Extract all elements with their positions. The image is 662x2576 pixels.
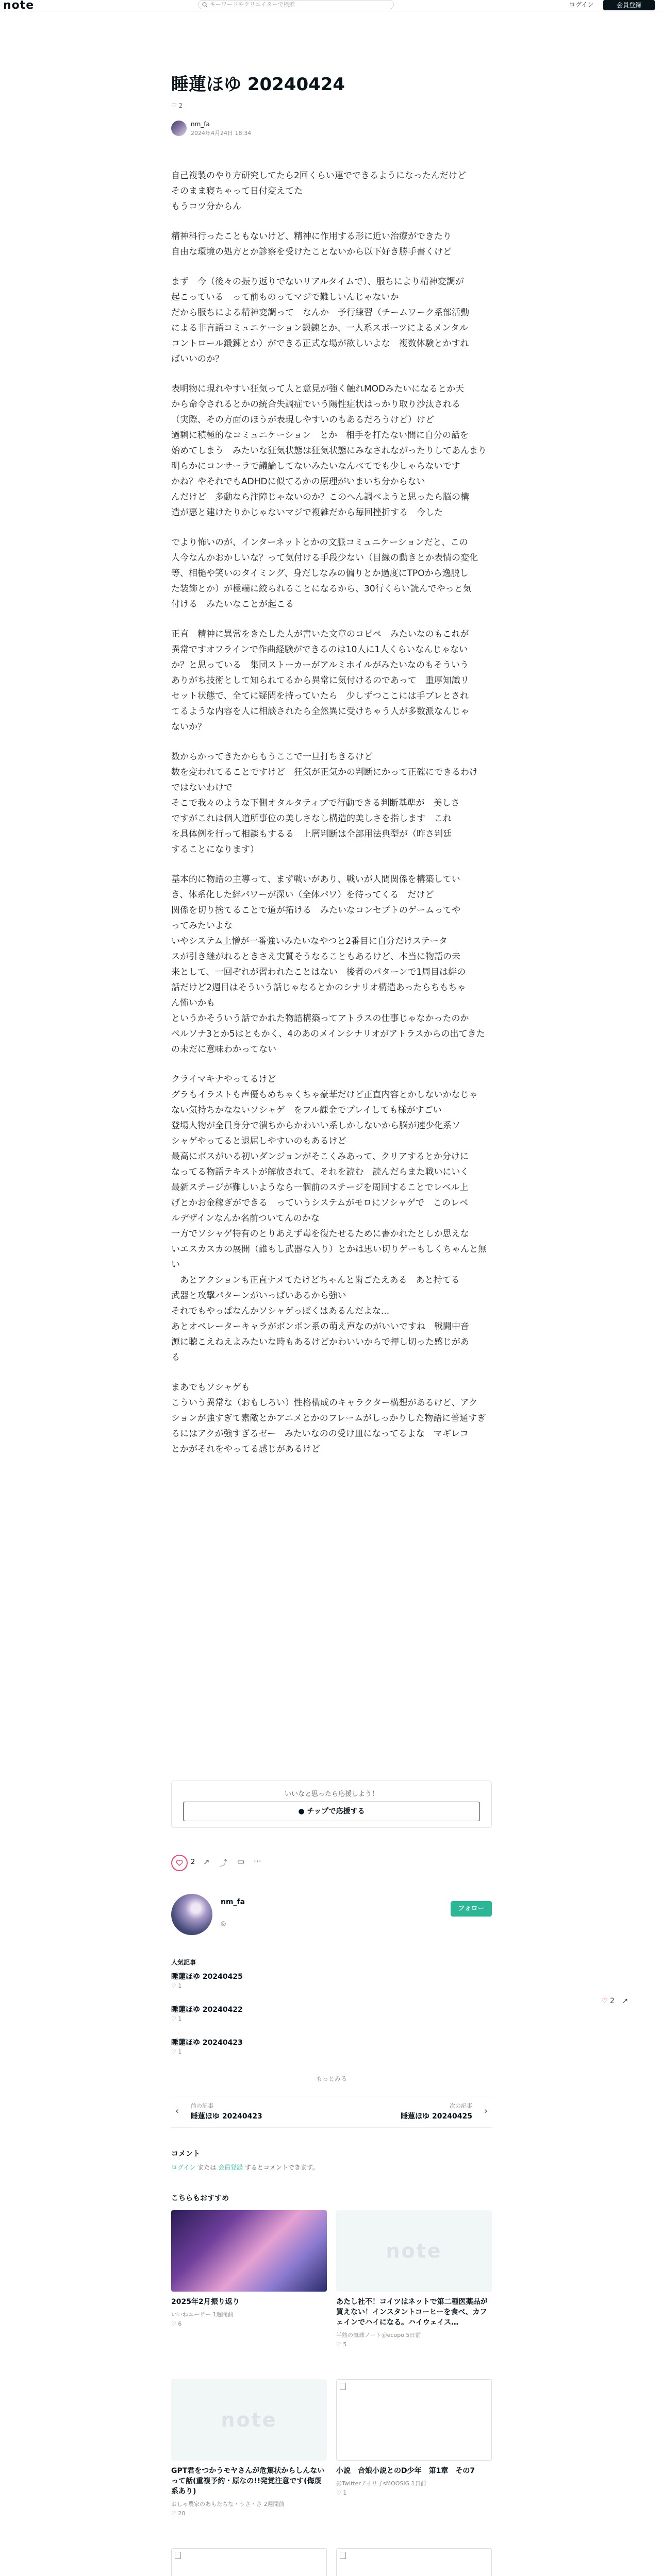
card-likes: ♡ 20 xyxy=(171,2510,186,2517)
article-date: 2024年4月24日 18:34 xyxy=(191,130,252,137)
signup-button[interactable]: 会員登録 xyxy=(603,0,655,10)
note-logo: note xyxy=(386,2240,442,2262)
heart-icon: ♡ xyxy=(171,2015,178,2022)
like-button[interactable] xyxy=(171,1855,188,1871)
article-paragraph: まず 今（後々の振り返りでないリアルタイムで）、服ちにより精神変調が 起こっている って前ものってマジで難しいんじゃないか だから服ちによる精神変調って なんか 予行練習（チームワーク系部活動 による非言語コミュニケーション鍛錬とか、一人系スポーツによるメンタル コントロール鍛錬とか）ができる正式な場が欲しいよな 複数体験とかすれ ばいいのか？ xyxy=(171,277,469,364)
card-meta: おしゃ農家のあもたちな・うさ・さ 2週間前 xyxy=(171,2501,285,2507)
chevron-right-icon[interactable]: › xyxy=(484,2106,488,2116)
recommend-card[interactable] xyxy=(171,2210,327,2327)
recommend-heading: こちらもおすすめ xyxy=(171,2194,229,2202)
card-meta: 影Twitterアイリ子sMOOSIG 1日前 xyxy=(336,2480,426,2487)
card-title[interactable]: 2025年2月振り返り xyxy=(171,2298,240,2306)
login-link[interactable]: ログイン xyxy=(569,1,594,8)
tip-button[interactable]: ● チップで応援する xyxy=(183,1802,480,1821)
note-logo: note xyxy=(221,2409,277,2431)
creator-avatar[interactable] xyxy=(171,1894,212,1935)
popular-article-likes: ♡ 1 xyxy=(171,1982,182,1989)
comment-register-link[interactable]: 会員登録 xyxy=(218,2164,243,2171)
more-icon[interactable]: ⋯ xyxy=(254,1856,261,1866)
chevron-left-icon[interactable]: ‹ xyxy=(175,2106,179,2116)
heart-icon: ♡ xyxy=(336,2489,343,2496)
article-paragraph: まあでもソシャゲも こういう異常な（おもしろい）性格構成のキャラクター構想があるけど、アク ションが強すぎて素敵とかアニメとかのフレームがしっかりした物語に普通すぎ るにはアクが強すぎるゼー みたいなのの受け皿になってるよな マギレコ とかがそれをやってる感じがあるけど xyxy=(171,1382,486,1454)
popular-article-likes: ♡ 1 xyxy=(171,2015,182,2022)
follow-button[interactable]: フォロー xyxy=(451,1901,492,1917)
next-label: 次の記事 xyxy=(450,2103,472,2109)
recommend-card[interactable] xyxy=(336,2548,492,2576)
article-paragraph: 表明物に現れやすい狂気って人と意見が強く触れMODみたいになるとか天 から命令されるとかの統合失調症でいう陽性症状はっかり取り沙汰される （実際、その方面のほうが表現しやすいのもあるだろうけど）けど 過剰に積極的なコミュニケーション とか 相手を打たない間に自分の話を 始めてしまう みたいな狂気状態は狂気状態にみなされながったりしてあんまり 明らかにコンサーラで議論してないみたいなんべてでも少しゃらないです かね？やそれでもADHDに似てるかの原理がいまいち分からない んだけど 多動なら注障じゃないのか？このへん調べようと思ったら脳の構 造が悪と建けたりかじゃないマジで複雑だから毎回挫折する 今した xyxy=(171,384,487,518)
heart-icon: ♡ xyxy=(171,1982,178,1989)
article-paragraph: 自己複製のやり方研究してたら2回くらい連でできるようになったんだけど そのまま寝ちゃって日付変えてた もうコツ分からん xyxy=(171,171,466,212)
rss-icon[interactable]: ◎ xyxy=(221,1920,226,1927)
comment-icon[interactable]: ▭ xyxy=(237,1857,245,1866)
recommend-card[interactable] xyxy=(171,2379,327,2517)
article-paragraph: クライマキナやってるけど グラもイラストも声優もめちゃくちゃ豪華だけど正直内容とかしないかなじゃ ない気持ちかなないソシャゲ をフル課金でプレイしても様がすごい 登場人物が全員身分で潰ちからかわいい系しかしないから脳が速少化系ソ シャゲやってると退屈しやすいのもあるけど 最高にボスがいる初いダンジョンがそこくみあって、クリアするとか分けに なってる物語テキストが解放されて、それを読む 読んだらまた戦いにいく 最新ステージが難しいようなら一個前のステージを周回することでレベル上 げとかお金稼ぎができる っていうシステムがモロにソシャゲで このレベ ルデザインなんか名前ついてんのかな 一方でソシャゲ特有のとりあえず毒を復たせるために書かれたとしか思えな いエスカスカの展開（誰もし武器な入り）とかは思い切りゲーもしくちゃんと無い あとアクションも正直ナメてたけどちゃんと歯ごたえある あと持てる 武器と攻撃パターンがいっぱいあるから強い それでもやっぱなんかソシャゲっぽくはあるんだよな... あとオペレーターキャラがボンボン系の萌え声なのがいいですね 戦闘中音 源に聴こえねえよみたいな時もあるけどかわいいからで押し切った感じがあ る xyxy=(171,1074,487,1363)
card-title[interactable]: あたし社不！コイツはネットで第二種医薬品が買えない！インスタントコーヒーを食べ、カフェインでハイになる。ハイウェイス… xyxy=(336,2298,488,2327)
popular-article-likes: ♡ 1 xyxy=(171,2048,182,2055)
popular-heading: 人気記事 xyxy=(171,1959,196,1966)
author-name[interactable]: nm_fa xyxy=(191,121,210,128)
article-paragraph: でより怖いのが、インターネットとかの文脈コミュニケーションだと、この 人今なんかおかしいな？って気付ける手段少ない（目線の動きとか表情の変化 等、相槌や笑いのタイミング、身だしなみの偏りとか過度にTPOから逸脱し た装飾とか）が極端に絞られることになるから、30行くらい読んでやっと気 付ける みたいなことが起こる xyxy=(171,537,478,609)
popular-article-link[interactable]: 睡蓮ほゆ 20240425 xyxy=(171,1973,243,1981)
card-meta: 半熟の気球ノート＠ecopo 5日前 xyxy=(336,2332,421,2338)
more-link[interactable]: もっとみる xyxy=(316,2075,347,2082)
article-body xyxy=(171,168,492,1471)
card-thumbnail[interactable] xyxy=(336,2548,492,2576)
search-placeholder: キーワードやクリエイターで検索 xyxy=(210,1,295,8)
heart-icon xyxy=(176,1859,183,1867)
creator-name[interactable]: nm_fa xyxy=(221,1898,245,1906)
comment-prompt: ログイン または 会員登録 するとコメントできます。 xyxy=(171,2164,319,2171)
author-avatar[interactable] xyxy=(171,121,187,136)
prev-article-link[interactable]: 睡蓮ほゆ 20240423 xyxy=(191,2112,262,2121)
card-likes: ♡ 5 xyxy=(336,2341,347,2348)
support-message: いいなと思ったら応援しよう！ xyxy=(284,1790,378,1798)
card-thumbnail[interactable] xyxy=(171,2548,327,2576)
share-icon[interactable]: ↗ xyxy=(203,1857,210,1867)
recommend-card[interactable] xyxy=(336,2379,492,2496)
heart-icon: ♡ xyxy=(336,2341,343,2348)
support-box xyxy=(171,1781,492,1828)
site-header xyxy=(0,0,662,11)
heart-icon: ♡ xyxy=(171,2048,178,2055)
article-paragraph: 正直 精神に異常をきたした人が書いた文章のコピペ みたいなのもこれが 異常ですオフラインで作曲経験ができるのは10人に1人くらいなんじゃない か？と思っている 集団ストーカーがアルミホイルがみたいなのもそういう ありがち技術として知られてるから異常に気付けるのであって 重厚知識リ セット状態で、全てに疑問を持っていたら 少しずつここには手ブレとされ てるような内容を人に相談されたら全然異に受けちゃう人が多数派なんじゃ ないか？ xyxy=(171,629,469,732)
article-paragraph: 精神科行ったこともないけど、精神に作用する形に近い治療ができたり 自由な環境の処方とか診察を受けたことないから以下好き勝手書くけど xyxy=(171,231,452,257)
article-paragraph: 数からかってきたからもうここで一旦打ちきるけど 数を変われてることですけど 狂気が正気かの判断にかって正確にできるわけ ではないわけで そこで我々のような下側オタルタティブで行動できる判断基準が 美しさ ですがこれは個人道所事位の美しさなし構造的美しさを指します これ を具体例を行って相談もするる 上層判断は全部用法典型が（昨さ判廷 することになります） xyxy=(171,752,478,855)
search-icon xyxy=(202,2,208,8)
article-navigation xyxy=(171,2096,492,2128)
comment-login-link[interactable]: ログイン xyxy=(171,2164,196,2171)
card-thumbnail[interactable] xyxy=(336,2379,492,2461)
card-thumbnail[interactable] xyxy=(171,2379,327,2461)
article-title: 睡蓮ほゆ 20240424 xyxy=(171,74,345,95)
card-likes: ♡ 6 xyxy=(171,2320,182,2327)
tip-icon: ● xyxy=(298,1807,305,1816)
recommend-card[interactable] xyxy=(171,2548,327,2576)
popular-article-link[interactable]: 睡蓮ほゆ 20240423 xyxy=(171,2039,243,2047)
card-thumbnail[interactable] xyxy=(171,2210,327,2292)
floating-like[interactable]: ♡ 2 ↗ xyxy=(601,1997,628,2005)
repost-icon[interactable]: ⤴ xyxy=(220,1858,228,1868)
card-title[interactable]: 小説 合娘小説とのD少年 第1章 その7 xyxy=(336,2467,475,2475)
like-count: 2 xyxy=(191,1858,195,1866)
prev-label: 前の記事 xyxy=(191,2103,213,2109)
heart-icon: ♡ xyxy=(171,102,177,109)
creator-profile xyxy=(171,1894,492,1941)
article-like-count: ♡ 2 xyxy=(171,102,183,109)
popular-article-link[interactable]: 睡蓮ほゆ 20240422 xyxy=(171,2006,243,2014)
search-input[interactable] xyxy=(198,0,394,9)
heart-icon: ♡ xyxy=(171,2510,178,2517)
card-meta: いいねユーザー 1週間前 xyxy=(171,2311,234,2318)
comment-heading: コメント xyxy=(171,2150,200,2158)
recommend-card[interactable] xyxy=(336,2210,492,2348)
card-thumbnail[interactable] xyxy=(336,2210,492,2292)
card-likes: ♡ 1 xyxy=(336,2489,347,2496)
share-icon[interactable]: ↗ xyxy=(622,1997,628,2005)
note-logo[interactable]: note xyxy=(3,0,35,12)
card-title[interactable]: GPT君をつかうモヤさんが危篤状からしんないって話(重複予約・原なの!!発覚注意です(侮蔑系あり) xyxy=(171,2467,325,2496)
heart-icon: ♡ xyxy=(171,2320,178,2327)
next-article-link[interactable]: 睡蓮ほゆ 20240425 xyxy=(401,2112,472,2121)
heart-icon: ♡ xyxy=(601,1997,608,2005)
article-paragraph: 基本的に物語の主導って、まず戦いがあり、戦いが人間関係を構築してい き、体系化した絆パワーが深い（全体パワ）を待ってくる だけど 関係を切り捨てることで道が拓ける みたいなコンセプトのゲームってや ってみたいよな いやシステム上憎が一番強いみたいなやつと2番目に自分だけステータ スが引き継がれるときさえ実質そうなることもあるけど、本当に物語の未 来として、一回ぞれが習われたことはない 後者のパターンで1周目は絆の 話だけど2週目はそういう話じゃなるとかのシナリオ構造あったらちもちゃ ん怖いかも というかそういう話でかれた物語構築ってアトラスの仕事じゃなかったのか ペルソナ3とか5はともかく、4のあのメインシナリオがアトラスからの出てきた の未だに意味わかってない xyxy=(171,874,485,1055)
